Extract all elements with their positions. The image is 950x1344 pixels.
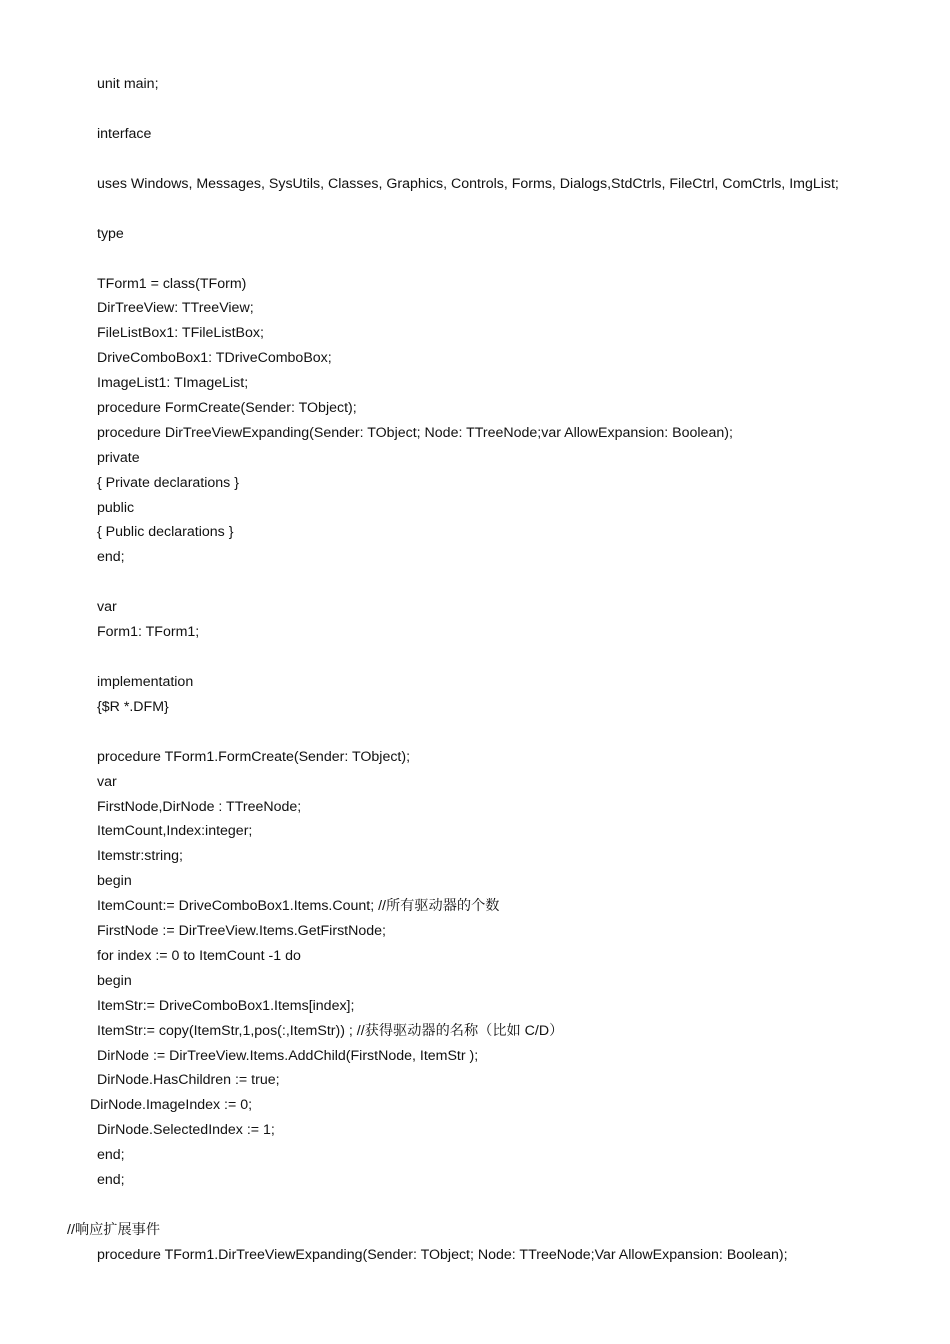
code-line: var <box>97 773 117 790</box>
code-line: end; <box>97 1147 125 1164</box>
code-line: DirNode := DirTreeView.Items.AddChild(FirstNode, ItemStr ); <box>97 1047 479 1064</box>
blank-line <box>0 570 950 595</box>
code-line: implementation <box>97 674 194 691</box>
code-line: procedure FormCreate(Sender: TObject); <box>97 400 357 417</box>
code-line: end; <box>97 549 125 566</box>
blank-line <box>0 97 950 122</box>
code-line: var <box>97 599 117 616</box>
code-line: FirstNode,DirNode : TTreeNode; <box>97 798 302 815</box>
code-line: ItemCount:= DriveComboBox1.Items.Count; //所有驱动器的个数 <box>97 898 500 915</box>
code-line: DirTreeView: TTreeView; <box>97 300 254 317</box>
code-line: Itemstr:string; <box>97 848 183 865</box>
code-line: procedure TForm1.DirTreeViewExpanding(Sender: TObject; Node: TTreeNode;Var AllowExpansion: Boolean); <box>97 1246 788 1263</box>
code-line: begin <box>97 972 132 989</box>
code-line: procedure TForm1.FormCreate(Sender: TObject); <box>97 748 411 765</box>
code-line: begin <box>97 873 132 890</box>
code-line: Form1: TForm1; <box>97 624 200 641</box>
code-line: uses Windows, Messages, SysUtils, Classes, Graphics, Controls, Forms, Dialogs,StdCtrls, FileCtrl, ComCtrls, ImgList; <box>97 175 839 192</box>
code-line: ItemCount,Index:integer; <box>97 823 253 840</box>
code-line: for index := 0 to ItemCount -1 do <box>97 947 301 964</box>
code-line: ImageList1: TImageList; <box>97 375 249 392</box>
code-line: ItemStr:= copy(ItemStr,1,pos(:,ItemStr)) ; //获得驱动器的名称（比如 C/D） <box>97 1022 564 1039</box>
comment-line: //响应扩展事件 <box>67 1221 161 1238</box>
code-line: unit main; <box>97 76 159 92</box>
code-line: public <box>97 499 135 516</box>
code-line: { Private declarations } <box>97 474 239 491</box>
code-line: type <box>97 225 124 242</box>
blank-line <box>0 720 950 745</box>
code-line: DirNode.ImageIndex := 0; <box>90 1097 253 1114</box>
code-line: TForm1 = class(TForm) <box>97 275 247 292</box>
code-line: procedure DirTreeViewExpanding(Sender: TObject; Node: TTreeNode;var AllowExpansion: Boolean); <box>97 424 733 441</box>
blank-line <box>0 247 950 272</box>
code-line: ItemStr:= DriveComboBox1.Items[index]; <box>97 997 355 1014</box>
code-line: private <box>97 449 140 466</box>
code-line: interface <box>97 125 152 142</box>
code-line: DirNode.SelectedIndex := 1; <box>97 1122 275 1139</box>
blank-line <box>0 1193 950 1218</box>
code-line: FileListBox1: TFileListBox; <box>97 325 264 342</box>
code-line: {$R *.DFM} <box>97 698 169 715</box>
code-line: { Public declarations } <box>97 524 234 541</box>
code-line: end; <box>97 1171 125 1188</box>
blank-line <box>0 147 950 172</box>
blank-line <box>0 645 950 670</box>
code-line: FirstNode := DirTreeView.Items.GetFirstNode; <box>97 923 386 940</box>
code-line: DriveComboBox1: TDriveComboBox; <box>97 350 332 367</box>
code-line: DirNode.HasChildren := true; <box>97 1072 280 1089</box>
code-listing <box>0 72 950 1268</box>
blank-line <box>0 197 950 222</box>
